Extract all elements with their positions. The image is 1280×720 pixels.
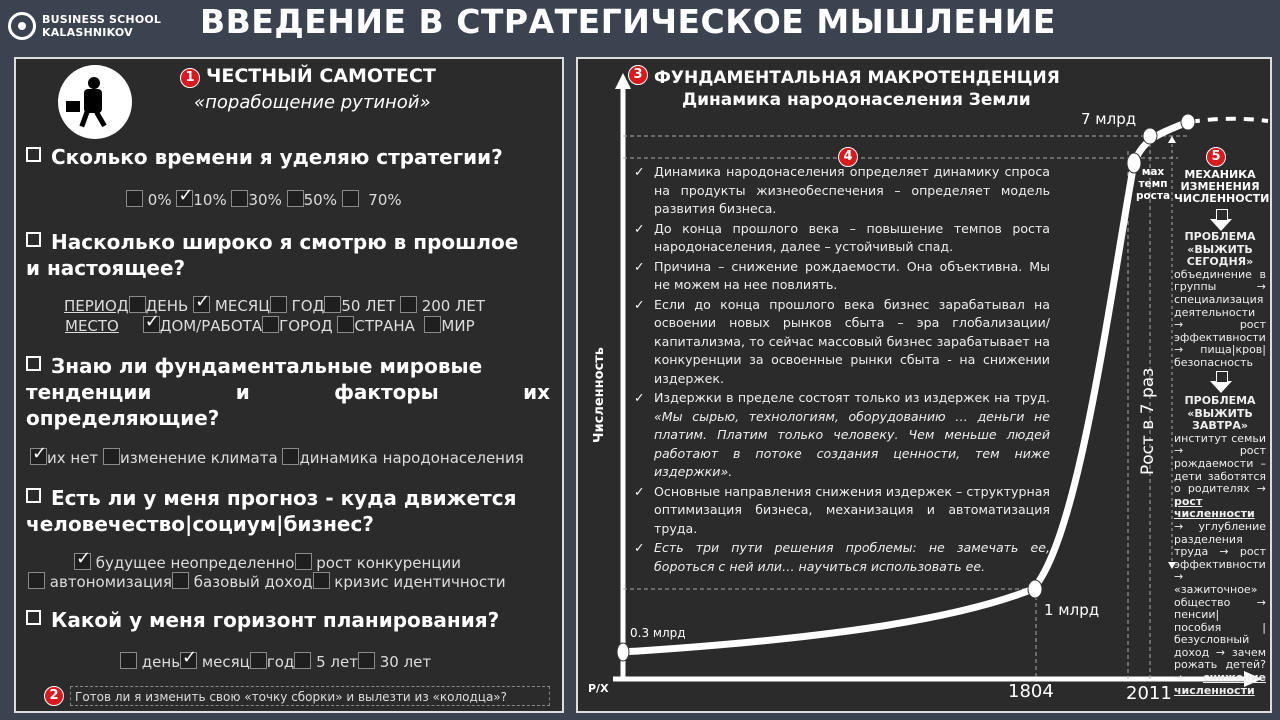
option-label: ГОРОД [279, 317, 333, 335]
checkbox-identity[interactable] [313, 572, 330, 589]
bullet-4: ✓ Если до конца прошлого века бизнес зарабатывал на освоении новых рынков сбыта – эра глобализации/капитализма, то сейчас массовый бизнес зарабатывает на конкуренции за освоенные рынки сбыта - на снижении издержек. [634, 296, 1050, 389]
checkbox-home-work[interactable] [143, 316, 160, 333]
option-label: их нет [47, 449, 99, 467]
growth-label: Рост в 7 раз [1138, 367, 1158, 475]
checkbox-year[interactable] [270, 296, 287, 313]
checkbox-h-month[interactable] [180, 652, 197, 669]
checkbox-h-30y[interactable] [358, 652, 375, 669]
checkbox-uncertain[interactable] [74, 553, 91, 570]
question-4 [26, 485, 516, 537]
checkbox-30[interactable] [231, 190, 248, 207]
projection-curve [1190, 119, 1268, 122]
growth-arrow-up-icon [1168, 136, 1176, 143]
q5-options [120, 652, 431, 671]
chart-subtitle: Динамика народонаселения Земли [682, 90, 1031, 110]
checkbox-competition[interactable] [295, 553, 312, 570]
point-0.3bn [617, 643, 629, 661]
checkbox-country[interactable] [337, 316, 354, 333]
option-label: месяц [201, 653, 250, 671]
question-1 [26, 144, 503, 170]
checkbox-world[interactable] [424, 316, 441, 333]
option-label: 30% [248, 191, 282, 209]
option-label: автономизация [49, 573, 172, 591]
option-label: день [141, 653, 181, 671]
question-1-text: Сколько времени я уделяю стратегии? [51, 145, 503, 169]
checkbox-200-years[interactable] [400, 296, 417, 313]
period-label: ПЕРИОД [64, 297, 129, 315]
origin-label: Р/Х [588, 682, 609, 695]
checkbox-population[interactable] [282, 448, 299, 465]
option-label: 5 лет [316, 653, 358, 671]
question-3-line-1: Знаю ли фундаментальные мировые [51, 354, 483, 378]
question-5-text: Какой у меня горизонт планирования? [51, 608, 500, 632]
option-label: базовый доход [193, 573, 313, 591]
bullet-5 [634, 389, 1050, 482]
bullet-6: ✓ Основные направления снижения издержек – структурная оптимизация бизнеса, механизация и автоматизация труда. [634, 483, 1050, 539]
q3-word: тенденции [26, 380, 152, 404]
checkbox-basic-income[interactable] [172, 572, 189, 589]
checkbox-h-day[interactable] [120, 652, 137, 669]
macrotrend-panel [576, 57, 1272, 713]
bullet-square-icon [26, 232, 41, 247]
q3-word: и [235, 380, 250, 404]
header [0, 0, 1280, 50]
q3-word: факторы [334, 380, 439, 404]
option-label: рост конкуренции [316, 554, 461, 572]
option-label: ГОД [291, 297, 325, 315]
question-3 [26, 353, 550, 431]
question-4-line-2: человечество|социум|бизнес? [26, 512, 374, 536]
point-forecast [1181, 114, 1195, 130]
bullet-7: ✓ Есть три пути решения проблемы: не замечать ее, бороться с ней или… научиться использовать ее. [634, 539, 1050, 576]
place-options [65, 316, 475, 335]
point-1bn [1028, 580, 1042, 598]
x-label-2011: 2011 [1126, 683, 1172, 704]
businessman-emblem-icon [58, 65, 132, 139]
option-label: 50% [303, 191, 337, 209]
checkbox-h-5y[interactable] [294, 652, 311, 669]
question-3-line-3: определяющие? [26, 406, 220, 430]
bullet-square-icon [26, 356, 41, 371]
option-label: будущее неопределенно [95, 554, 295, 572]
option-label: 10% [193, 191, 227, 209]
bullet-1: ✓ Динамика народонаселения определяет динамику спроса на продукты жизнеобеспечения – определяет модель развития бизнеса. [634, 163, 1050, 219]
checkbox-city[interactable] [262, 316, 279, 333]
logo-icon [8, 12, 36, 40]
self-test-heading: ЧЕСТНЫЙ САМОТЕСТ [206, 65, 436, 87]
bullet-square-icon [26, 610, 41, 625]
brand-name [42, 13, 161, 39]
option-label: 50 ЛЕТ [341, 297, 396, 315]
checkbox-month[interactable] [193, 296, 210, 313]
period-options [64, 296, 485, 315]
q4-options-row-1 [74, 553, 461, 572]
problem-2-text-b: → углубление разделения труда → рост эффективности → «зажиточное» общество → пенсии|пособия |безусловный доход → зачем рожать детей? → [1174, 519, 1266, 685]
bullet-2: ✓ До конца прошлого века – повышение темпов роста народонаселения, далее – устойчивый спад. [634, 220, 1050, 257]
badge-3: 3 [628, 65, 648, 85]
option-label: изменение климата [119, 449, 278, 467]
q3-word: их [523, 380, 550, 404]
option-label: СТРАНА [354, 317, 415, 335]
option-label: 200 ЛЕТ [421, 297, 486, 315]
bullet-square-icon [26, 488, 41, 503]
problem-1-text: объединение в группы → специализация деятельности → рост эффективности → пища|кров| безопасность [1174, 267, 1266, 369]
checkbox-day[interactable] [129, 296, 146, 313]
problem-2 [1174, 395, 1266, 697]
badge-4: 4 [838, 147, 858, 167]
q4-options-row-2 [28, 572, 506, 591]
checkbox-10[interactable] [176, 190, 193, 207]
checkbox-70[interactable] [342, 190, 359, 207]
badge-2: 2 [44, 686, 64, 706]
question-5 [26, 607, 499, 633]
chart-title: ФУНДАМЕНТАЛЬНАЯ МАКРОТЕНДЕНЦИЯ [654, 68, 1060, 88]
checkbox-autonomy[interactable] [28, 572, 45, 589]
problem-2-title: ПРОБЛЕМА «ВЫЖИТЬ ЗАВТРА» [1184, 394, 1256, 433]
badge-5: 5 [1206, 147, 1226, 167]
self-test-subheading: «порабощение рутиной» [194, 92, 431, 113]
option-label: МИР [441, 317, 475, 335]
question-2 [26, 229, 518, 281]
checkbox-none[interactable] [30, 448, 47, 465]
checkbox-50-years[interactable] [324, 296, 341, 313]
q3-options [30, 448, 524, 467]
checkbox-climate[interactable] [103, 448, 120, 465]
y-axis-label: Численность [592, 346, 607, 443]
label-1bn: 1 млрд [1044, 601, 1100, 619]
option-label: МЕСЯЦ [214, 297, 270, 315]
checkbox-50[interactable] [287, 190, 304, 207]
problem-1-title: ПРОБЛЕМА «ВЫЖИТЬ СЕГОДНЯ» [1184, 230, 1256, 269]
bullet-5-quote: «Мы сырью, технологиям, оборудованию … деньги не платим. Платим только человеку. Чем меньше людей работают в потоке создания ценности, тем ниже издержки». [654, 408, 1050, 479]
mechanics-title: МЕХАНИКА ИЗМЕНЕНИЯ ЧИСЛЕННОСТИ [1174, 168, 1270, 205]
problem-1 [1174, 231, 1266, 370]
badge-1: 1 [180, 68, 200, 88]
point-7bn-2011 [1143, 128, 1157, 144]
place-label: МЕСТО [65, 317, 119, 335]
readiness-question: Готов ли я изменить свою «точку сборки» и вылезти из «колодца»? [70, 686, 550, 706]
bullet-5-text: Издержки в пределе состоят только из издержек на труд. [654, 390, 1050, 405]
page-title: ВВЕДЕНИЕ В СТРАТЕГИЧЕСКОЕ МЫШЛЕНИЕ [200, 2, 1056, 41]
option-label: 0% [147, 191, 172, 209]
arrow-down-icon [1210, 381, 1232, 393]
question-2-line-2: и настоящее? [26, 256, 186, 280]
problem-2-text-a: институт семьи → рост рождаемости – дети заботятся о родителях → [1174, 431, 1266, 496]
bullet-3: ✓ Причина – снижение рождаемости. Она объективна. Мы не можем на нее повлиять. [634, 258, 1050, 295]
bullet-list [634, 163, 1050, 577]
option-label: 70% [368, 191, 402, 209]
checkbox-0[interactable] [126, 190, 143, 207]
option-label: 30 лет [379, 653, 432, 671]
bullet-square-icon [26, 147, 41, 162]
option-label: год [266, 653, 295, 671]
option-label: ДЕНЬ [145, 297, 189, 315]
x-label-1804: 1804 [1008, 681, 1054, 702]
problem-2-decline: снижение численности [1174, 671, 1266, 697]
checkbox-h-year[interactable] [250, 652, 267, 669]
q1-options [126, 190, 402, 209]
brand-line-2: KALASHNIKOV [42, 26, 133, 39]
label-0.3bn: 0.3 млрд [630, 626, 686, 640]
option-label: ДОМ/РАБОТА [159, 317, 263, 335]
label-7bn: 7 млрд [1081, 110, 1137, 128]
question-2-line-1: Насколько широко я смотрю в прошлое [51, 230, 519, 254]
self-test-panel [14, 57, 564, 713]
problem-2-growth: рост численности [1174, 494, 1255, 521]
option-label: кризис идентичности [334, 573, 506, 591]
question-4-line-1: Есть ли у меня прогноз - куда движется [51, 486, 517, 510]
option-label: динамика народонаселения [299, 449, 524, 467]
brand-line-1: BUSINESS SCHOOL [42, 13, 162, 26]
max-rate-label: мах темп роста [1135, 166, 1171, 202]
